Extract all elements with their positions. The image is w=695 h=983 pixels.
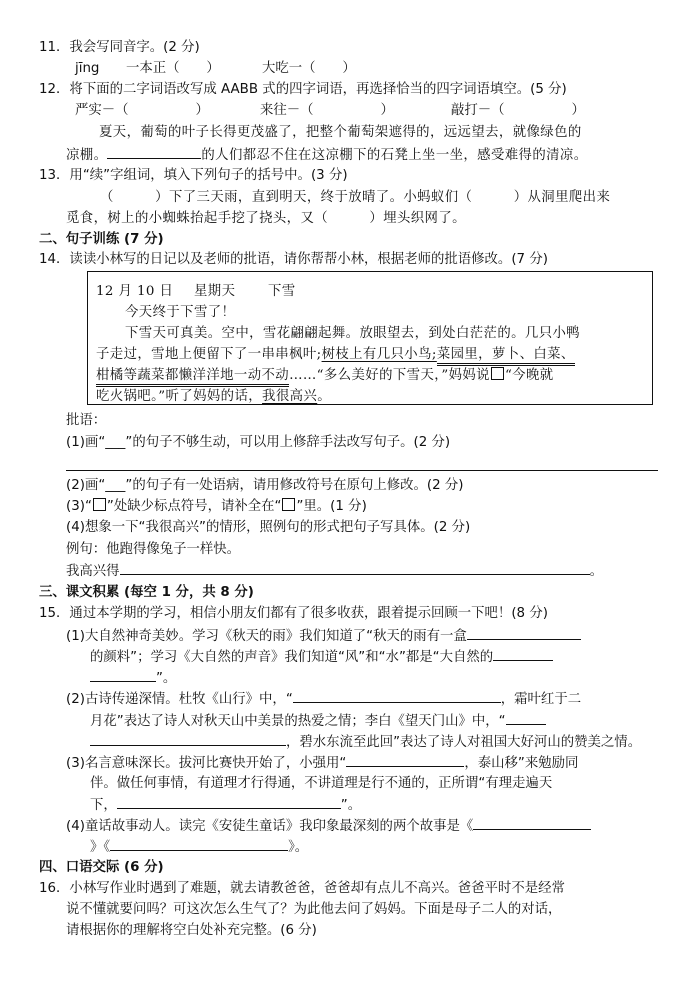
diary-underlined-happy: 我很高兴 xyxy=(262,389,318,404)
q14-subquestion-2: (2)画“___”的句子有一处语病，请用修改符号在原句上修改。(2 分) xyxy=(66,478,464,493)
diary-line-4: 柑橘等蔬菜都懒洋洋地一动不动……“多么美好的下雪天，”妈妈说 “今晚就 xyxy=(96,365,554,387)
q14-example: 例句：他跑得像兔子一样快。 xyxy=(66,542,241,557)
q13-title: 13．用“续”字组词，填入下列句子的括号中。(3 分) xyxy=(39,168,348,183)
q15-blank-2[interactable] xyxy=(493,646,553,661)
diary-line-3: 子走过，雪地上便留下了一串串枫叶;树枝上有几只小鸟;菜园里，萝卜、白菜、 xyxy=(96,344,575,366)
q12-blank[interactable] xyxy=(107,144,201,159)
q16-line-3: 请根据你的理解将空白处补充完整。(6 分) xyxy=(66,923,317,938)
q15-part-1-line-2: 的颜料”；学习《大自然的声音》我们知道“风”和“水”都是“大自然的 xyxy=(90,646,553,669)
q13-line-1[interactable]: （ ）下了三天雨，直到明天，终于放晴了。小蚂蚁们（ ）从洞里爬出来 xyxy=(100,190,611,205)
q15-blank-6[interactable] xyxy=(117,794,341,809)
q15-part-4-line-2: 》《 》。 xyxy=(90,836,308,859)
q11-title: 11．我会写同音字。(2 分) xyxy=(39,40,200,55)
q15-blank-4[interactable] xyxy=(506,710,546,725)
section-3-heading: 三、课文积累 (每空 1 分，共 8 分) xyxy=(39,585,254,600)
q14-subquestion-3: (3)“ ”处缺少标点符号，请补全在“ ”里。(1 分) xyxy=(66,499,367,514)
q16-line-1: 16．小林写作业时遇到了难题，就去请教爸爸，爸爸却有点儿不高兴。爸爸平时不是经常 xyxy=(39,881,565,896)
q15-blank-1[interactable] xyxy=(467,625,581,640)
q16-line-2: 说不懂就要问吗？可这次怎么生气了？为此他去问了妈妈。下面是母子二人的对话， xyxy=(66,902,562,917)
diary-double-underlined-sentence-part-2: 柑橘等蔬菜都懒洋洋地一动不动 xyxy=(96,368,289,387)
diary-underlined-sentence: 树枝上有几只小鸟; xyxy=(321,347,437,362)
box-symbol xyxy=(93,498,106,511)
q15-part-2-line-3: ，碧水东流至此回”表达了诗人对祖国大好河山的赞美之情。 xyxy=(90,731,641,754)
diary-line-1: 今天终于下雪了！ xyxy=(125,305,236,320)
diary-line-2: 下雪天可真美。空中，雪花翩翩起舞。放眼望去，到处白茫茫的。几只小鸭 xyxy=(125,326,581,341)
q14-subquestion-4: (4)想象一下“我很高兴”的情形，照例句的形式把句子写具体。(2 分) xyxy=(66,520,471,535)
q11-pinyin: jīng xyxy=(75,61,100,76)
q15-part-2-line-2: 月花”表达了诗人对秋天山中美景的热爱之情；李白《望天门山》中，“ xyxy=(90,710,546,733)
q15-part-1-line-3: ”。 xyxy=(90,667,176,690)
q14-comment-label: 批语： xyxy=(66,413,107,428)
q15-blank-7[interactable] xyxy=(473,815,591,830)
section-4-heading: 四、口语交际 (6 分) xyxy=(39,860,164,875)
q12-paragraph-line-1: 夏天，葡萄的叶子长得更茂盛了，把整个葡萄架遮得的，远远望去，就像绿色的 xyxy=(99,125,582,140)
punctuation-box[interactable] xyxy=(491,367,504,380)
diary-date: 12 月 10 日 xyxy=(96,284,174,299)
q14-title: 14．读读小林写的日记以及老师的批语，请你帮帮小林，根据老师的批语修改。(7 分) xyxy=(39,252,548,267)
q11-item-1[interactable]: 一本正（ ） xyxy=(126,61,220,76)
q12-title: 12．将下面的二字词语改写成 AABB 式的四字词语，再选择恰当的四字词语填空。(5 分) xyxy=(39,82,567,97)
q15-blank-2-cont[interactable] xyxy=(90,667,156,682)
q12-paragraph-line-2: 凉棚。 的人们都忍不住在这凉棚下的石凳上坐一坐，感受难得的清凉。 xyxy=(66,144,588,167)
q15-part-2-line-1: (2)古诗传递深情。杜牧《山行》中，“ ，霜叶红于二 xyxy=(66,688,581,711)
q12-item-1[interactable]: 严实－（ ） xyxy=(75,103,209,118)
q12-item-3[interactable]: 敲打－（ ） xyxy=(451,103,585,118)
q15-part-3-line-3: 下， ”。 xyxy=(90,794,361,817)
section-2-heading: 二、句子训练 (7 分) xyxy=(39,232,164,247)
q14-subquestion-1: (1)画“___”的句子不够生动，可以用上修辞手法改写句子。(2 分) xyxy=(66,435,451,450)
box-symbol xyxy=(282,498,295,511)
q15-part-3-line-1: (3)名言意味深长。拔河比赛快开始了，小强用“ ，泰山移”来勉励同 xyxy=(66,752,578,775)
q13-line-2[interactable]: 觅食，树上的小蜘蛛抬起手挖了挠头，又（ ）埋头织网了。 xyxy=(66,211,466,226)
q14-fill: 我高兴得 。 xyxy=(66,560,603,583)
q15-blank-8[interactable] xyxy=(110,836,288,851)
q15-blank-4-cont[interactable] xyxy=(90,731,286,746)
diary-weekday: 星期天 xyxy=(194,284,236,299)
q11-item-2[interactable]: 大吃一（ ） xyxy=(262,61,356,76)
q15-part-1-line-1: (1)大自然神奇美妙。学习《秋天的雨》我们知道了“秋天的雨有一盒 xyxy=(66,625,581,648)
q15-blank-5[interactable] xyxy=(346,752,464,767)
q15-part-4-line-1: (4)童话故事动人。读完《安徒生童话》我印象最深刻的两个故事是《 xyxy=(66,815,591,838)
diary-line-5: 吃火锅吧。”听了妈妈的话，我很高兴。 xyxy=(96,389,332,404)
diary-double-underlined-sentence-part-1: 菜园里， xyxy=(437,347,492,366)
q12-item-2[interactable]: 来往－（ ） xyxy=(260,103,394,118)
q15-blank-3[interactable] xyxy=(293,688,501,703)
q15-part-3-line-2: 伴。做任何事情，有道理才行得通，不讲道理是行不通的，正所谓“有理走遍天 xyxy=(90,776,553,791)
q14-answer-line-1[interactable] xyxy=(66,457,658,471)
q15-title: 15．通过本学期的学习，相信小朋友们都有了很多收获，跟着提示回顾一下吧！(8 分) xyxy=(39,606,548,621)
q14-fill-blank[interactable] xyxy=(120,560,590,575)
diary-weather: 下雪 xyxy=(268,284,296,299)
